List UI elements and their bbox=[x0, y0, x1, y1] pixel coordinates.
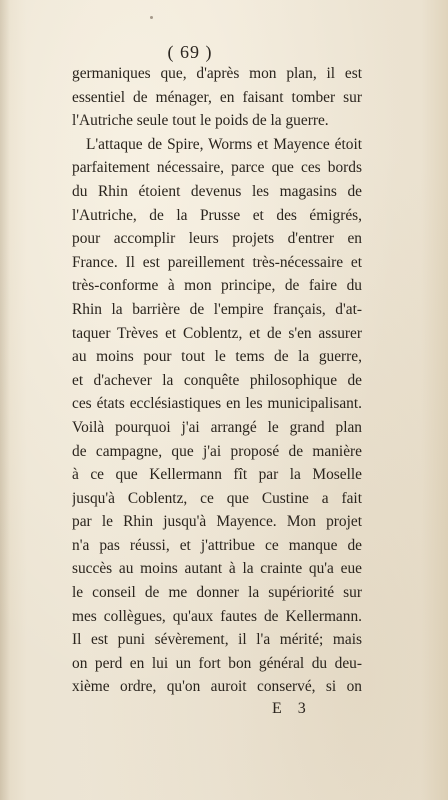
text-line: au moins pour tout le tems de la guerre, bbox=[72, 348, 362, 366]
text-line: très-conforme à mon principe, de faire du bbox=[72, 277, 362, 295]
text-line: essentiel de ménager, en faisant tomber sur bbox=[72, 88, 362, 106]
text-line: du Rhin étoient devenus les magasins de bbox=[72, 182, 362, 200]
body-text bbox=[72, 62, 362, 699]
text-line: taquer Trèves et Coblentz, et de s'en assurer bbox=[72, 324, 362, 342]
text-line: France. Il est pareillement très-nécessaire et bbox=[72, 253, 362, 271]
ink-speck bbox=[150, 16, 153, 19]
text-line: n'a pas réussi, et j'attribue ce manque de bbox=[72, 536, 362, 554]
text-line: à ce que Kellermann fît par la Moselle bbox=[72, 466, 362, 484]
text-line: par le Rhin jusqu'à Mayence. Mon projet bbox=[72, 513, 362, 531]
binding-shadow bbox=[0, 0, 10, 800]
signature-mark: E 3 bbox=[272, 700, 312, 717]
text-line: Voilà pourquoi j'ai arrangé le grand plan bbox=[72, 418, 362, 436]
text-line: on perd en lui un fort bon général du deu- bbox=[72, 654, 362, 672]
text-line: ces états ecclésiastiques en les municipalisant. bbox=[72, 395, 362, 413]
text-line: jusqu'à Coblentz, ce que Custine a fait bbox=[72, 489, 362, 507]
text-line: et d'achever la conquête philosophique de bbox=[72, 371, 362, 389]
text-line: pour accomplir leurs projets d'entrer en bbox=[72, 230, 362, 248]
text-line: Il est puni sévèrement, il l'a mérité; mais bbox=[72, 631, 362, 649]
text-line: de campagne, que j'ai proposé de manière bbox=[72, 442, 362, 460]
text-line: succès au moins autant à la crainte qu'a eue bbox=[72, 560, 362, 578]
text-line: germaniques que, d'après mon plan, il est bbox=[72, 65, 362, 82]
text-line: le conseil de me donner la supériorité sur bbox=[72, 584, 362, 602]
text-line: l'Autriche seule tout le poids de la guerre. bbox=[72, 112, 329, 130]
page-number: ( 69 ) bbox=[167, 42, 213, 62]
text-line: Rhin la barrière de l'empire français, d'at- bbox=[72, 300, 362, 318]
text-line: l'Autriche, de la Prusse et des émigrés, bbox=[72, 206, 362, 224]
text-line: mes collègues, qu'aux fautes de Kellermann. bbox=[72, 607, 362, 625]
text-line: xième ordre, qu'on auroit conservé, si on bbox=[72, 678, 362, 696]
text-line: parfaitement nécessaire, parce que ces bords bbox=[72, 159, 362, 177]
text-line: L'attaque de Spire, Worms et Mayence étoit bbox=[86, 135, 362, 153]
